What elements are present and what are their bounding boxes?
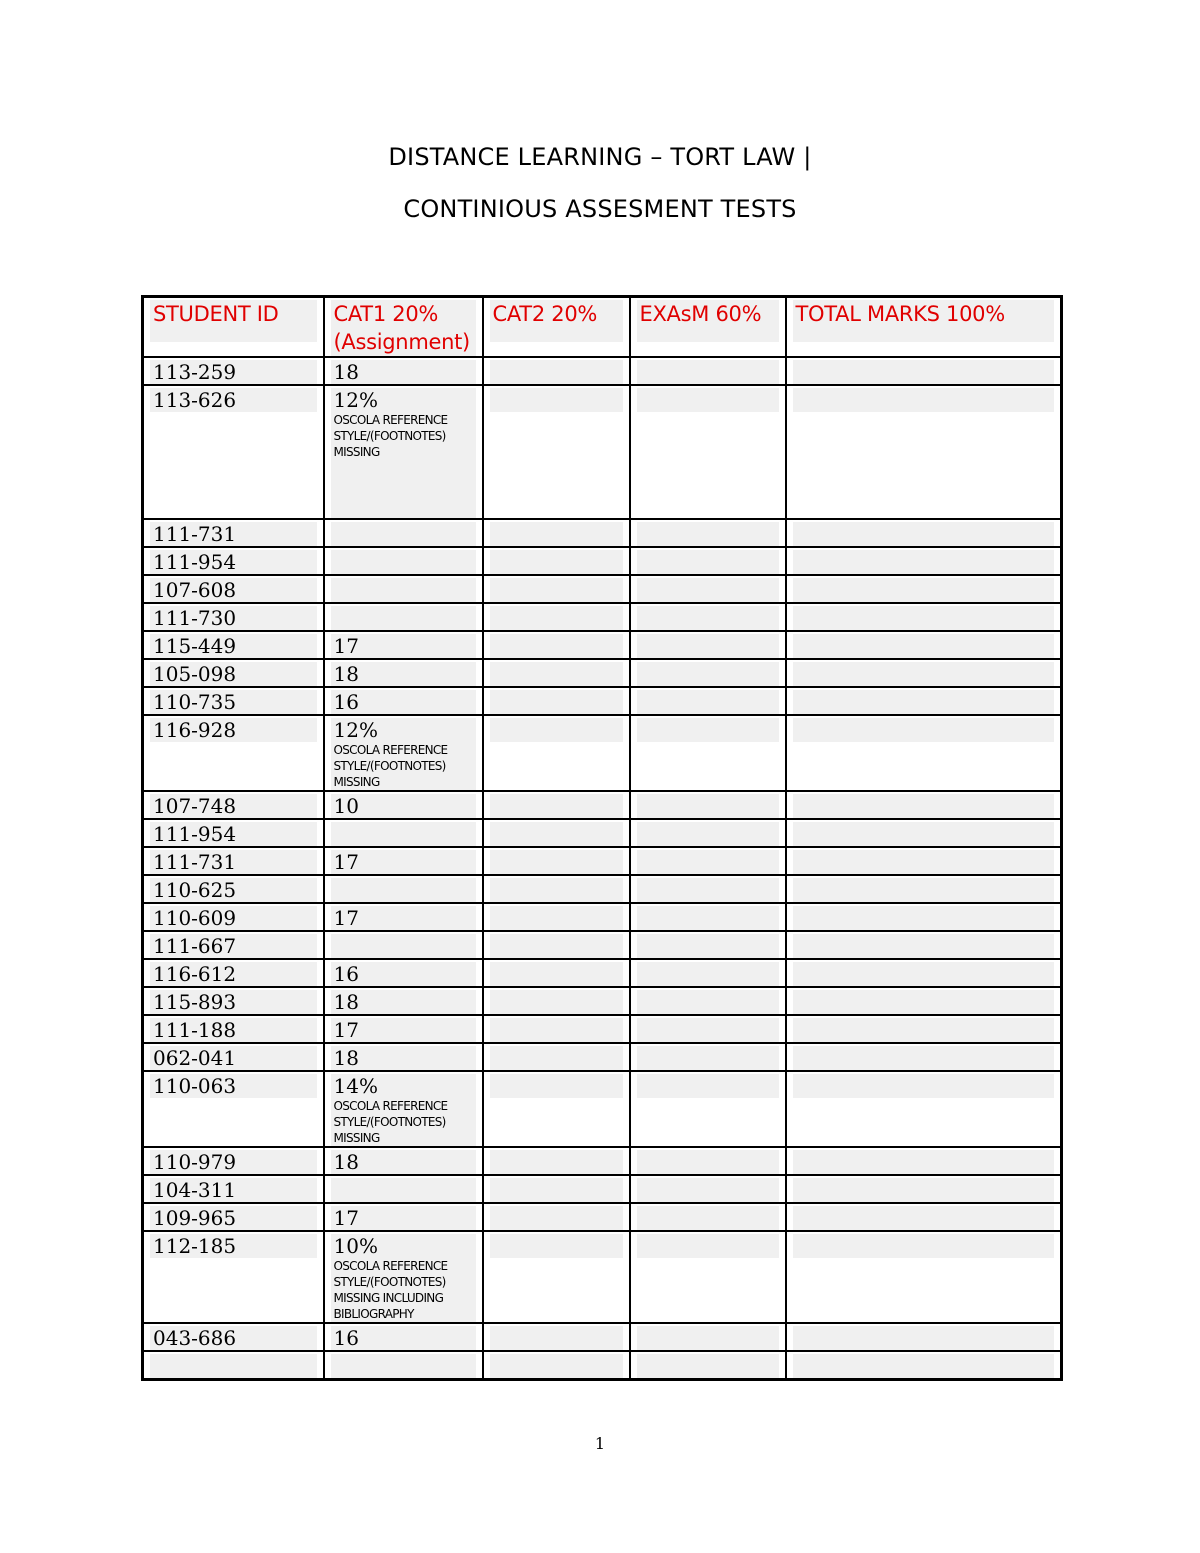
student-id: 111-188 bbox=[150, 1018, 317, 1042]
header-exam bbox=[630, 297, 786, 358]
table-row bbox=[143, 715, 1062, 791]
exam-cell bbox=[630, 959, 786, 987]
student-id: 115-449 bbox=[150, 634, 317, 658]
total-cell bbox=[786, 847, 1062, 875]
cat1-score: 17 bbox=[333, 634, 359, 658]
total-cell bbox=[786, 1203, 1062, 1231]
cat1-score: 17 bbox=[333, 1018, 359, 1042]
cat1-cell bbox=[324, 1231, 483, 1323]
student-id-cell bbox=[143, 547, 324, 575]
cat1-score: 16 bbox=[333, 1326, 359, 1350]
student-id-cell bbox=[143, 987, 324, 1015]
cat1-cell bbox=[324, 659, 483, 687]
student-id-cell bbox=[143, 687, 324, 715]
total-cell bbox=[786, 819, 1062, 847]
header-cat2 bbox=[483, 297, 630, 358]
cat1-cell bbox=[324, 903, 483, 931]
total-cell bbox=[786, 1015, 1062, 1043]
table-row bbox=[143, 1351, 1062, 1380]
total-cell bbox=[786, 659, 1062, 687]
table-row bbox=[143, 1203, 1062, 1231]
student-id-cell bbox=[143, 931, 324, 959]
cat1-remark: OSCOLA REFERENCE STYLE/(FOOTNOTES) MISSING bbox=[333, 413, 448, 459]
exam-cell bbox=[630, 1323, 786, 1351]
total-cell bbox=[786, 385, 1062, 519]
total-cell bbox=[786, 547, 1062, 575]
cat1-score: 12% bbox=[333, 388, 378, 412]
student-id: 112-185 bbox=[150, 1234, 317, 1258]
total-cell bbox=[786, 519, 1062, 547]
student-id: 062-041 bbox=[150, 1046, 317, 1070]
student-id-cell bbox=[143, 631, 324, 659]
student-id: 110-063 bbox=[150, 1074, 317, 1098]
exam-cell bbox=[630, 1175, 786, 1203]
student-id: 109-965 bbox=[150, 1206, 317, 1230]
total-cell bbox=[786, 1323, 1062, 1351]
cat1-cell bbox=[324, 847, 483, 875]
cat2-cell bbox=[483, 357, 630, 385]
header-exam-label: EXAsM 60% bbox=[637, 300, 779, 342]
cat1-score: 18 bbox=[333, 662, 359, 686]
exam-cell bbox=[630, 547, 786, 575]
exam-cell bbox=[630, 987, 786, 1015]
table-row bbox=[143, 385, 1062, 519]
exam-cell bbox=[630, 1015, 786, 1043]
cat2-cell bbox=[483, 875, 630, 903]
table-row bbox=[143, 1043, 1062, 1071]
table-row bbox=[143, 791, 1062, 819]
exam-cell bbox=[630, 875, 786, 903]
exam-cell bbox=[630, 659, 786, 687]
header-student-id-label: STUDENT ID bbox=[150, 300, 317, 342]
total-cell bbox=[786, 575, 1062, 603]
cat2-cell bbox=[483, 987, 630, 1015]
student-id-cell bbox=[143, 575, 324, 603]
cat1-cell bbox=[324, 1147, 483, 1175]
exam-cell bbox=[630, 1071, 786, 1147]
total-cell bbox=[786, 1071, 1062, 1147]
student-id-cell bbox=[143, 1071, 324, 1147]
table-row bbox=[143, 659, 1062, 687]
cat1-score: 12% bbox=[333, 718, 378, 742]
table-row bbox=[143, 519, 1062, 547]
cat2-cell bbox=[483, 1351, 630, 1380]
total-cell bbox=[786, 603, 1062, 631]
student-id-cell bbox=[143, 519, 324, 547]
total-cell bbox=[786, 1231, 1062, 1323]
total-cell bbox=[786, 631, 1062, 659]
total-cell bbox=[786, 1147, 1062, 1175]
cat1-cell bbox=[324, 547, 483, 575]
cat2-cell bbox=[483, 659, 630, 687]
cat2-cell bbox=[483, 819, 630, 847]
cat1-cell bbox=[324, 791, 483, 819]
cat2-cell bbox=[483, 847, 630, 875]
student-id: 111-730 bbox=[150, 606, 317, 630]
exam-cell bbox=[630, 903, 786, 931]
cat1-cell bbox=[324, 715, 483, 791]
marks-table bbox=[141, 295, 1063, 1381]
table-row bbox=[143, 987, 1062, 1015]
student-id: 107-748 bbox=[150, 794, 317, 818]
student-id-cell bbox=[143, 875, 324, 903]
student-id bbox=[150, 1354, 317, 1378]
cat1-cell bbox=[324, 987, 483, 1015]
cat1-score: 17 bbox=[333, 906, 359, 930]
student-id-cell bbox=[143, 659, 324, 687]
header-row bbox=[143, 297, 1062, 358]
exam-cell bbox=[630, 847, 786, 875]
cat2-cell bbox=[483, 1231, 630, 1323]
marks-table-body bbox=[143, 357, 1062, 1380]
cat2-cell bbox=[483, 1147, 630, 1175]
cat1-cell bbox=[324, 1351, 483, 1380]
exam-cell bbox=[630, 603, 786, 631]
cat2-cell bbox=[483, 931, 630, 959]
table-row bbox=[143, 1323, 1062, 1351]
cat1-score: 10% bbox=[333, 1234, 378, 1258]
student-id-cell bbox=[143, 357, 324, 385]
student-id: 111-731 bbox=[150, 522, 317, 546]
table-row bbox=[143, 1231, 1062, 1323]
student-id: 116-612 bbox=[150, 962, 317, 986]
student-id: 111-954 bbox=[150, 550, 317, 574]
cat2-cell bbox=[483, 547, 630, 575]
exam-cell bbox=[630, 357, 786, 385]
cat2-cell bbox=[483, 1203, 630, 1231]
cat1-cell bbox=[324, 819, 483, 847]
cat2-cell bbox=[483, 687, 630, 715]
table-row bbox=[143, 903, 1062, 931]
cat1-score: 16 bbox=[333, 690, 359, 714]
cat2-cell bbox=[483, 631, 630, 659]
cat1-cell bbox=[324, 631, 483, 659]
cat1-score: 18 bbox=[333, 990, 359, 1014]
table-row bbox=[143, 875, 1062, 903]
cat1-cell bbox=[324, 575, 483, 603]
total-cell bbox=[786, 1351, 1062, 1380]
cat1-remark: OSCOLA REFERENCE STYLE/(FOOTNOTES) MISSING bbox=[333, 1099, 448, 1145]
table-row bbox=[143, 819, 1062, 847]
cat2-cell bbox=[483, 903, 630, 931]
cat2-cell bbox=[483, 575, 630, 603]
exam-cell bbox=[630, 931, 786, 959]
student-id: 115-893 bbox=[150, 990, 317, 1014]
cat1-score: 17 bbox=[333, 850, 359, 874]
exam-cell bbox=[630, 819, 786, 847]
total-cell bbox=[786, 959, 1062, 987]
total-cell bbox=[786, 357, 1062, 385]
document-title: DISTANCE LEARNING – TORT LAW | bbox=[388, 143, 812, 171]
student-id-cell bbox=[143, 1323, 324, 1351]
student-id: 111-954 bbox=[150, 822, 317, 846]
student-id: 104-311 bbox=[150, 1178, 317, 1202]
exam-cell bbox=[630, 1147, 786, 1175]
table-row bbox=[143, 357, 1062, 385]
student-id-cell bbox=[143, 715, 324, 791]
exam-cell bbox=[630, 1043, 786, 1071]
student-id-cell bbox=[143, 1175, 324, 1203]
cat1-cell bbox=[324, 1175, 483, 1203]
exam-cell bbox=[630, 687, 786, 715]
cat1-cell bbox=[324, 1323, 483, 1351]
student-id-cell bbox=[143, 1231, 324, 1323]
exam-cell bbox=[630, 385, 786, 519]
student-id-cell bbox=[143, 1015, 324, 1043]
page-number: 1 bbox=[594, 1434, 606, 1453]
header-total-label: TOTAL MARKS 100% bbox=[793, 300, 1055, 342]
exam-cell bbox=[630, 1203, 786, 1231]
exam-cell bbox=[630, 519, 786, 547]
cat1-score: 18 bbox=[333, 360, 359, 384]
table-row bbox=[143, 959, 1062, 987]
student-id-cell bbox=[143, 1147, 324, 1175]
cat2-cell bbox=[483, 1175, 630, 1203]
table-row bbox=[143, 1147, 1062, 1175]
cat2-cell bbox=[483, 791, 630, 819]
table-row bbox=[143, 1071, 1062, 1147]
cat1-cell bbox=[324, 385, 483, 519]
table-row bbox=[143, 1175, 1062, 1203]
student-id: 105-098 bbox=[150, 662, 317, 686]
total-cell bbox=[786, 987, 1062, 1015]
student-id: 111-731 bbox=[150, 850, 317, 874]
cat2-cell bbox=[483, 715, 630, 791]
student-id-cell bbox=[143, 1203, 324, 1231]
exam-cell bbox=[630, 575, 786, 603]
cat1-remark: OSCOLA REFERENCE STYLE/(FOOTNOTES) MISSING INCLUDING BIBLIOGRAPHY bbox=[333, 1259, 448, 1321]
student-id-cell bbox=[143, 385, 324, 519]
student-id: 111-667 bbox=[150, 934, 317, 958]
cat1-cell bbox=[324, 603, 483, 631]
header-cat1 bbox=[324, 297, 483, 358]
student-id-cell bbox=[143, 847, 324, 875]
student-id-cell bbox=[143, 791, 324, 819]
cat1-cell bbox=[324, 931, 483, 959]
cat2-cell bbox=[483, 603, 630, 631]
student-id: 107-608 bbox=[150, 578, 317, 602]
cat1-cell bbox=[324, 1015, 483, 1043]
total-cell bbox=[786, 687, 1062, 715]
student-id: 110-979 bbox=[150, 1150, 317, 1174]
student-id-cell bbox=[143, 903, 324, 931]
header-cat1-sublabel: (Assignment) bbox=[333, 330, 470, 354]
cat1-score: 17 bbox=[333, 1206, 359, 1230]
table-row bbox=[143, 687, 1062, 715]
cat1-cell bbox=[324, 1203, 483, 1231]
student-id: 110-735 bbox=[150, 690, 317, 714]
cat1-score: 10 bbox=[333, 794, 359, 818]
header-cat1-label: CAT1 20% bbox=[333, 302, 439, 326]
student-id: 113-626 bbox=[150, 388, 317, 412]
cat1-cell bbox=[324, 1043, 483, 1071]
total-cell bbox=[786, 931, 1062, 959]
cat2-cell bbox=[483, 385, 630, 519]
student-id: 110-609 bbox=[150, 906, 317, 930]
document-subtitle: CONTINIOUS ASSESMENT TESTS bbox=[403, 195, 797, 223]
cat1-score: 18 bbox=[333, 1150, 359, 1174]
table-row bbox=[143, 931, 1062, 959]
student-id: 113-259 bbox=[150, 360, 317, 384]
cat2-cell bbox=[483, 1015, 630, 1043]
cat2-cell bbox=[483, 1043, 630, 1071]
student-id-cell bbox=[143, 819, 324, 847]
cat1-cell bbox=[324, 519, 483, 547]
header-cat2-label: CAT2 20% bbox=[490, 300, 623, 342]
total-cell bbox=[786, 791, 1062, 819]
cat2-cell bbox=[483, 1071, 630, 1147]
cat1-score: 18 bbox=[333, 1046, 359, 1070]
cat1-score: 14% bbox=[333, 1074, 378, 1098]
student-id-cell bbox=[143, 1043, 324, 1071]
student-id: 110-625 bbox=[150, 878, 317, 902]
total-cell bbox=[786, 875, 1062, 903]
table-row bbox=[143, 1015, 1062, 1043]
table-row bbox=[143, 575, 1062, 603]
header-student-id bbox=[143, 297, 324, 358]
student-id: 043-686 bbox=[150, 1326, 317, 1350]
table-row bbox=[143, 631, 1062, 659]
cat2-cell bbox=[483, 959, 630, 987]
cat1-remark: OSCOLA REFERENCE STYLE/(FOOTNOTES) MISSING bbox=[333, 743, 448, 789]
student-id-cell bbox=[143, 603, 324, 631]
cat2-cell bbox=[483, 519, 630, 547]
table-row bbox=[143, 603, 1062, 631]
cat1-cell bbox=[324, 875, 483, 903]
table-row bbox=[143, 847, 1062, 875]
table-row bbox=[143, 547, 1062, 575]
student-id: 116-928 bbox=[150, 718, 317, 742]
cat1-cell bbox=[324, 1071, 483, 1147]
total-cell bbox=[786, 1175, 1062, 1203]
cat1-cell bbox=[324, 357, 483, 385]
total-cell bbox=[786, 715, 1062, 791]
student-id-cell bbox=[143, 1351, 324, 1380]
exam-cell bbox=[630, 791, 786, 819]
cat1-score: 16 bbox=[333, 962, 359, 986]
exam-cell bbox=[630, 1351, 786, 1380]
total-cell bbox=[786, 903, 1062, 931]
student-id-cell bbox=[143, 959, 324, 987]
header-total bbox=[786, 297, 1062, 358]
exam-cell bbox=[630, 1231, 786, 1323]
cat1-cell bbox=[324, 687, 483, 715]
exam-cell bbox=[630, 631, 786, 659]
total-cell bbox=[786, 1043, 1062, 1071]
exam-cell bbox=[630, 715, 786, 791]
cat1-cell bbox=[324, 959, 483, 987]
cat2-cell bbox=[483, 1323, 630, 1351]
